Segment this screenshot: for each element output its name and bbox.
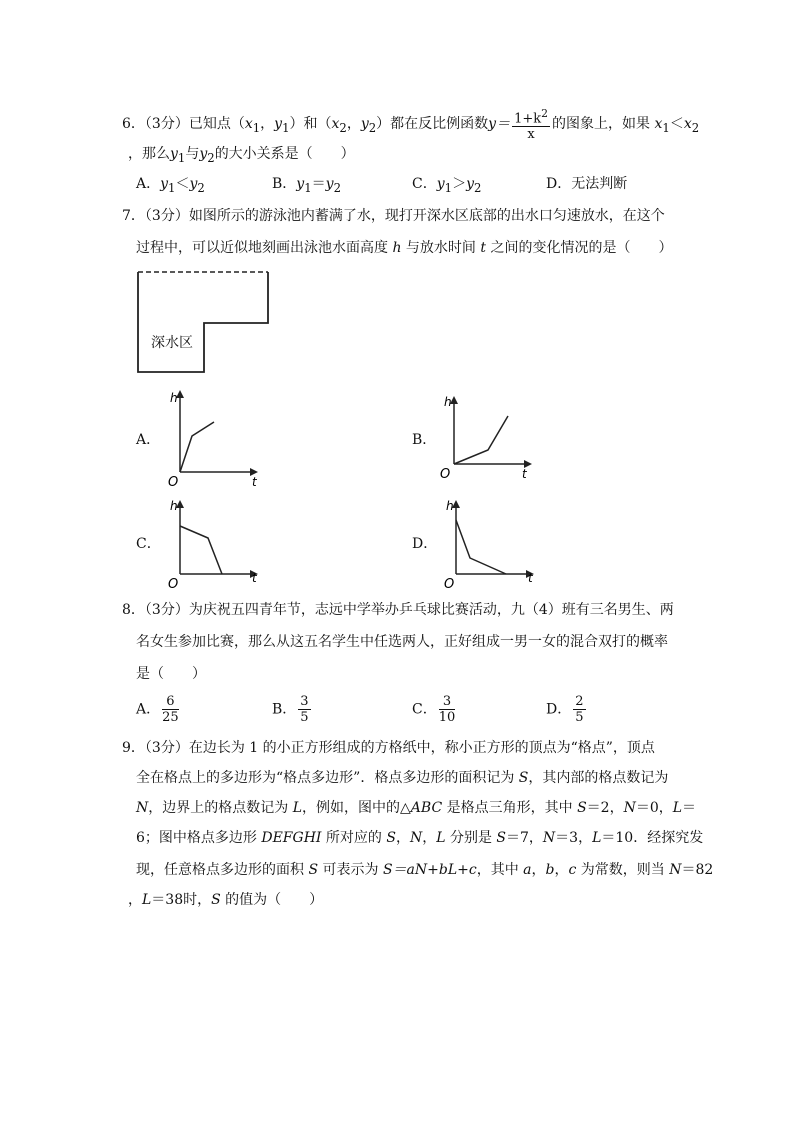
q7-option-c-label[interactable]: C． bbox=[136, 536, 161, 552]
q6-option-b[interactable] bbox=[272, 174, 341, 198]
subscript: 2 bbox=[207, 150, 215, 165]
var: h bbox=[392, 240, 402, 256]
pool-figure bbox=[132, 268, 274, 380]
var: N bbox=[623, 800, 636, 816]
text: 与放水时间 bbox=[401, 240, 481, 256]
text: ＝ bbox=[682, 800, 697, 816]
var: x bbox=[331, 116, 340, 133]
numerator: 3 bbox=[439, 694, 456, 710]
q8-option-a[interactable] bbox=[136, 694, 181, 725]
option-label: B． bbox=[272, 176, 297, 192]
var: L bbox=[592, 830, 602, 846]
var: N bbox=[542, 830, 556, 846]
option-label: B． bbox=[272, 701, 297, 718]
q6-option-a[interactable] bbox=[136, 174, 205, 198]
var: L bbox=[292, 800, 302, 816]
numerator: 1+k bbox=[514, 111, 542, 127]
text: ， bbox=[554, 862, 569, 878]
subscript: 1 bbox=[282, 120, 290, 135]
fraction bbox=[439, 694, 456, 725]
var: y bbox=[274, 116, 283, 133]
option-label: A． bbox=[136, 176, 161, 192]
text: ＜ bbox=[175, 176, 190, 192]
text: ＝7， bbox=[506, 830, 543, 846]
subscript: 2 bbox=[197, 180, 205, 195]
var: L bbox=[672, 800, 683, 816]
q8-option-d[interactable] bbox=[546, 694, 588, 725]
axis-label-t: t bbox=[252, 571, 257, 585]
text: ＝38时， bbox=[151, 892, 212, 908]
denominator: 10 bbox=[438, 710, 456, 725]
text: ，其内部的格点数记为 bbox=[528, 770, 669, 786]
var: S bbox=[518, 770, 529, 786]
var: y bbox=[466, 176, 474, 192]
option-text: 无法判断 bbox=[571, 176, 628, 192]
graph-line bbox=[180, 526, 222, 574]
subscript: 1 bbox=[662, 120, 670, 135]
origin-label: O bbox=[444, 577, 455, 592]
q7-graph-b[interactable] bbox=[438, 392, 538, 488]
numerator: 3 bbox=[300, 694, 309, 709]
q7-graph-c[interactable] bbox=[164, 496, 264, 592]
q6-line1 bbox=[122, 106, 699, 142]
var: x bbox=[244, 116, 253, 133]
q7-line2 bbox=[136, 238, 672, 258]
fraction bbox=[573, 694, 585, 725]
q8-option-c[interactable] bbox=[412, 694, 457, 725]
var: y bbox=[436, 176, 445, 192]
subscript: 2 bbox=[333, 180, 341, 195]
subscript: 1 bbox=[252, 120, 261, 135]
var: c bbox=[568, 862, 577, 878]
var: S bbox=[308, 862, 319, 878]
text: ）和（ bbox=[289, 116, 332, 133]
var: x bbox=[683, 116, 692, 133]
var: y bbox=[360, 116, 369, 133]
var: ABC bbox=[410, 800, 443, 816]
var: S bbox=[386, 830, 396, 846]
text: ＞ bbox=[452, 176, 467, 192]
q7-line1: 7．（3分）如图所示的游泳池内蓄满了水，现打开深水区底部的出水口匀速放水，在这个 bbox=[122, 208, 665, 224]
text: ， bbox=[128, 892, 142, 908]
q6-option-c[interactable] bbox=[412, 174, 481, 198]
q7-option-d-label[interactable]: D． bbox=[412, 536, 438, 552]
origin-label: O bbox=[168, 475, 179, 488]
text: 全在格点上的多边形为“格点多边形”．格点多边形的面积记为 bbox=[136, 770, 519, 786]
subscript: 1 bbox=[444, 180, 453, 195]
q8-option-b[interactable] bbox=[272, 694, 313, 725]
axis-label-h: h bbox=[170, 499, 178, 513]
numerator: 6 bbox=[162, 694, 179, 710]
subscript: 2 bbox=[473, 180, 482, 195]
text: ＝ bbox=[311, 176, 326, 192]
subscript: 1 bbox=[177, 150, 186, 165]
var: N bbox=[136, 800, 149, 816]
text: ，其中 bbox=[476, 862, 524, 878]
var: L bbox=[142, 892, 152, 908]
text: 可表示为 bbox=[318, 862, 383, 878]
q9-line2 bbox=[136, 768, 668, 788]
denominator: x bbox=[527, 127, 535, 143]
text: 之间的变化情况的是（ ） bbox=[486, 240, 673, 256]
var: S bbox=[211, 892, 221, 908]
text: 的大小关系是（ ） bbox=[214, 146, 355, 162]
var: x bbox=[654, 116, 663, 133]
function-fraction bbox=[512, 106, 550, 142]
q7-option-a-label[interactable]: A． bbox=[136, 432, 161, 448]
text: 与 bbox=[185, 146, 200, 162]
q7-graph-a[interactable] bbox=[164, 388, 264, 488]
text: 过程中，可以近似地刻画出泳池水面高度 bbox=[136, 240, 393, 256]
text: 现，任意格点多边形的面积 bbox=[136, 862, 309, 878]
axis-label-h: h bbox=[446, 499, 454, 513]
text: ， bbox=[346, 116, 361, 133]
text: ＝82 bbox=[681, 862, 714, 878]
denominator: 5 bbox=[300, 710, 309, 725]
pool-label: 深水区 bbox=[151, 335, 193, 351]
var: y bbox=[296, 176, 305, 192]
var: y bbox=[325, 176, 334, 192]
subscript: 2 bbox=[691, 120, 700, 135]
option-label: C． bbox=[412, 176, 437, 192]
text: 的图象上，如果 bbox=[552, 116, 655, 133]
text: ，那么 bbox=[128, 146, 170, 162]
text: ＜ bbox=[669, 116, 684, 133]
q8-line2: 名女生参加比赛，那么从这五名学生中任选两人，正好组成一男一女的混合双打的概率 bbox=[136, 634, 668, 650]
var: N bbox=[669, 862, 682, 878]
q8-line3: 是（ ） bbox=[136, 666, 206, 682]
pool-outline bbox=[138, 272, 268, 372]
text: ＝3， bbox=[555, 830, 593, 846]
text: 分别是 bbox=[445, 830, 497, 846]
q9-line6 bbox=[128, 890, 323, 910]
graph-line bbox=[454, 416, 508, 464]
var: S bbox=[577, 800, 587, 816]
numerator: 2 bbox=[575, 694, 584, 709]
var: t bbox=[480, 240, 487, 256]
text: ＝10．经探究发 bbox=[601, 830, 704, 846]
q7-graph-d[interactable] bbox=[440, 496, 540, 592]
formula: S＝aN+bL+c bbox=[382, 862, 477, 878]
q6-line2 bbox=[128, 144, 355, 168]
q9-line1: 9．（3分）在边长为 1 的小正方形组成的方格纸中，称小正方形的顶点为“格点”，顶点 bbox=[122, 740, 655, 756]
text: 6；图中格点多边形 bbox=[136, 830, 262, 846]
text: ， bbox=[531, 862, 546, 878]
subscript: 2 bbox=[368, 120, 377, 135]
function-lhs: y＝ bbox=[488, 116, 511, 133]
var: N bbox=[409, 830, 423, 846]
var: L bbox=[436, 830, 446, 846]
denominator: 5 bbox=[575, 710, 584, 725]
superscript: 2 bbox=[541, 107, 549, 120]
graph-line bbox=[456, 520, 506, 574]
text: ）都在反比例函数 bbox=[376, 116, 489, 133]
text: ＝0， bbox=[635, 800, 673, 816]
var: y bbox=[199, 146, 208, 162]
origin-label: O bbox=[168, 577, 179, 592]
denominator: 25 bbox=[162, 710, 179, 725]
text: 所对应的 bbox=[321, 830, 387, 846]
var: b bbox=[545, 862, 555, 878]
option-label: D． bbox=[546, 701, 572, 718]
text: ，例如，图中的△ bbox=[302, 800, 411, 816]
fraction bbox=[162, 694, 179, 725]
text: ， bbox=[422, 830, 437, 846]
text: 是格点三角形，其中 bbox=[442, 800, 578, 816]
option-label: A． bbox=[136, 701, 161, 718]
var: DEFGHI bbox=[261, 830, 322, 846]
option-label: D． bbox=[546, 176, 572, 192]
fraction bbox=[298, 694, 310, 725]
q7-option-b-label[interactable]: B． bbox=[412, 432, 437, 448]
axis-label-h: h bbox=[170, 391, 178, 405]
var: a bbox=[523, 862, 532, 878]
option-label: C． bbox=[412, 701, 437, 718]
var: S bbox=[496, 830, 506, 846]
text: ，边界上的格点数记为 bbox=[148, 800, 293, 816]
text: ， bbox=[395, 830, 410, 846]
q9-line5 bbox=[136, 860, 713, 880]
var: y bbox=[189, 176, 198, 192]
q6-option-d[interactable] bbox=[546, 174, 627, 194]
q8-line1: 8．（3分）为庆祝五四青年节，志远中学举办乒乓球比赛活动，九（4）班有三名男生、两 bbox=[122, 602, 674, 618]
var: y bbox=[170, 146, 178, 162]
text: 的值为（ ） bbox=[220, 892, 324, 908]
axis-label-h: h bbox=[444, 395, 452, 409]
origin-label: O bbox=[440, 467, 451, 482]
text: ， bbox=[260, 116, 275, 133]
q9-line3 bbox=[136, 798, 696, 818]
text: 为常数，则当 bbox=[576, 862, 670, 878]
text: 6．（3分）已知点（ bbox=[122, 116, 245, 133]
subscript: 1 bbox=[304, 180, 312, 195]
text: ＝2， bbox=[586, 800, 624, 816]
axis-label-t: t bbox=[522, 467, 527, 481]
axis-label-t: t bbox=[528, 571, 533, 585]
graph-line bbox=[180, 422, 214, 472]
subscript: 2 bbox=[339, 120, 347, 135]
subscript: 1 bbox=[168, 180, 176, 195]
axis-label-t: t bbox=[252, 475, 257, 488]
q9-line4 bbox=[136, 828, 703, 848]
var: y bbox=[160, 176, 169, 192]
